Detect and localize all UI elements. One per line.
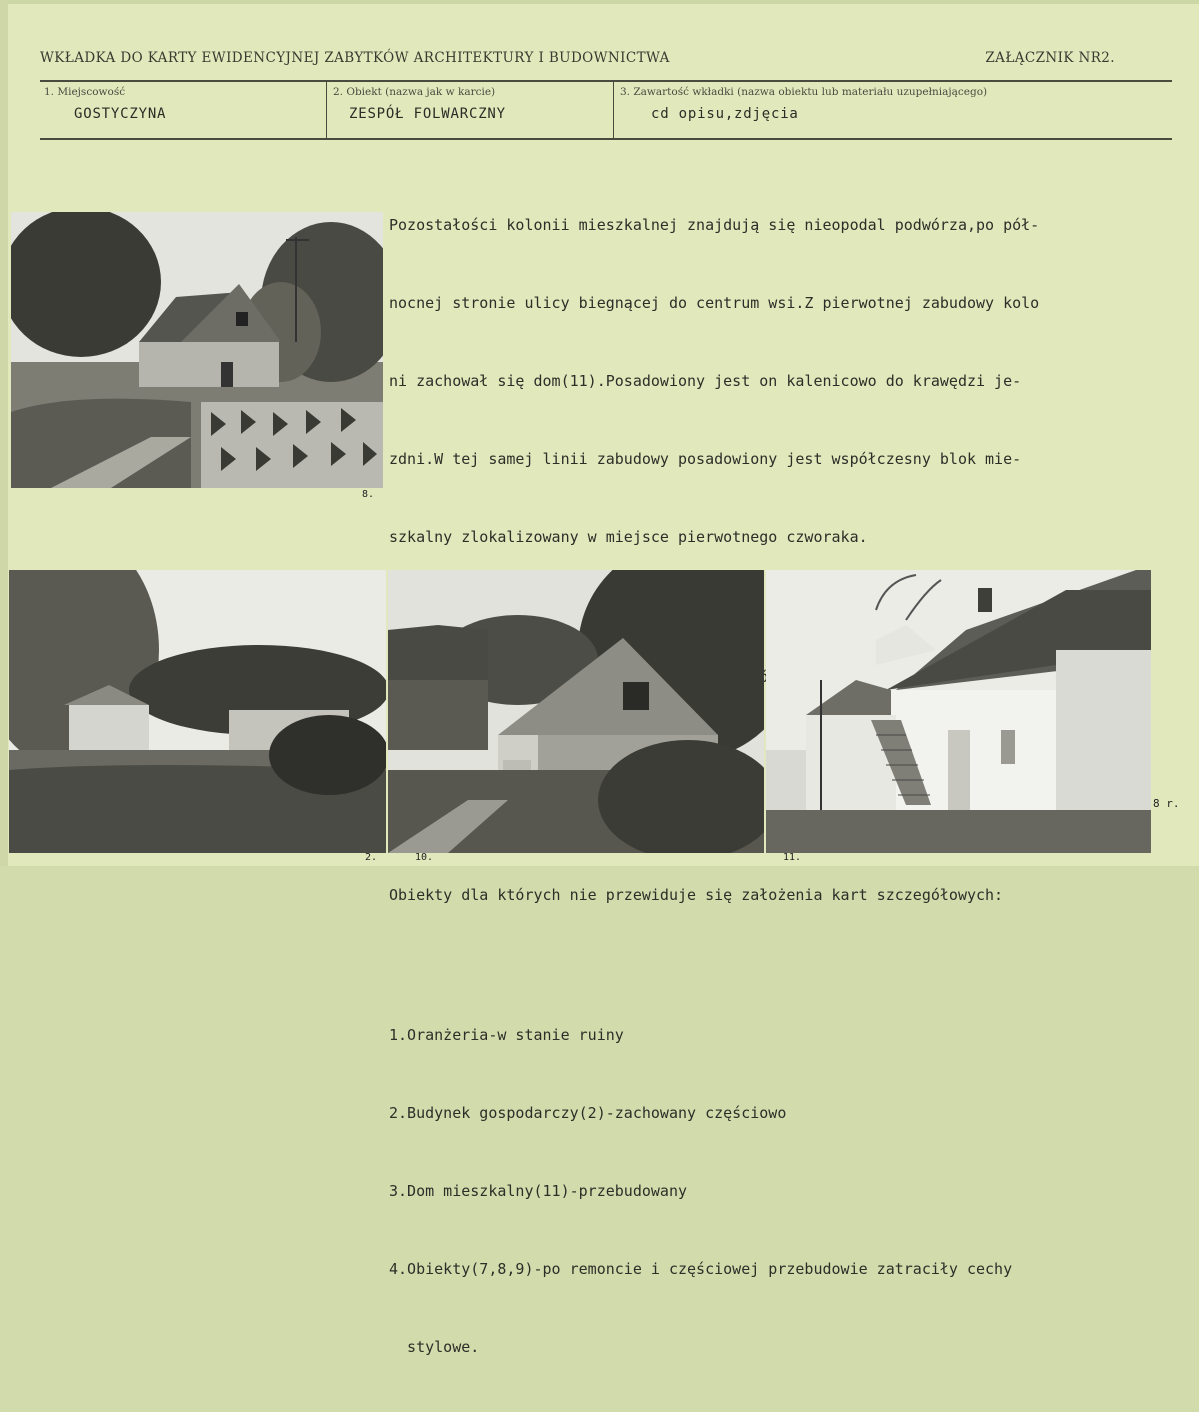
spacer	[389, 960, 1129, 970]
field-locality-label: 1. Miejscowość	[44, 86, 126, 98]
field-object-label: 2. Obiekt (nazwa jak w karcie)	[333, 86, 496, 98]
photo-number-label: 10.	[415, 852, 434, 863]
field-separator	[613, 82, 614, 138]
text-line: ni zachował się dom(11).Posadowiony jest on kalenicowo do krawędzi je-	[389, 372, 1022, 390]
field-contents-label: 3. Zawartość wkładki (nazwa obiektu lub materiału uzupełniającego)	[620, 86, 988, 98]
text-line: Pozostałości kolonii mieszkalnej znajdują się nieopodal podwórza,po pół-	[389, 216, 1040, 234]
attachment-number: ZAŁĄCZNIK NR2.	[985, 50, 1115, 66]
text-line: szkalny zlokalizowany w miejsce pierwotnego czworaka.	[389, 528, 868, 546]
text-line: zdni.W tej samej linii zabudowy posadowiony jest współczesny blok mie-	[389, 450, 1022, 468]
margin-note: 8 r.	[1153, 797, 1180, 810]
photo-number-label: 8.	[362, 489, 375, 500]
photo-number-label: 11.	[783, 852, 802, 863]
header-rule-top	[40, 80, 1172, 82]
photo-house-11	[766, 570, 1151, 853]
photo-number-label: 2.	[365, 852, 378, 863]
text-line: nocnej stronie ulicy biegnącej do centrum wsi.Z pierwotnej zabudowy kolo	[389, 294, 1040, 312]
no-cards-heading: Obiekty dla których nie przewiduje się założenia kart szczegółowych:	[389, 886, 1004, 904]
page-edge-left	[0, 0, 8, 866]
photo-ruin-10	[388, 570, 764, 853]
photo-house-8	[11, 212, 383, 488]
header-rule-bottom	[40, 138, 1172, 140]
no-card-item: 1.Oranżeria-w stanie ruiny	[389, 1026, 624, 1044]
field-object-value: ZESPÓŁ FOLWARCZNY	[349, 106, 506, 122]
no-card-item: 4.Obiekty(7,8,9)-po remoncie i częściowej przebudowie zatraciły cechy	[389, 1260, 1013, 1278]
no-card-item: 3.Dom mieszkalny(11)-przebudowany	[389, 1182, 688, 1200]
no-card-item: 2.Budynek gospodarczy(2)-zachowany częściowo	[389, 1104, 787, 1122]
photo-field-2	[9, 570, 386, 853]
field-locality-value: GOSTYCZYNA	[74, 106, 167, 122]
field-contents-value: cd opisu,zdjęcia	[651, 106, 799, 122]
form-title: WKŁADKA DO KARTY EWIDENCYJNEJ ZABYTKÓW ARCHITEKTURY I BUDOWNICTWA	[40, 50, 670, 66]
no-card-item: stylowe.	[389, 1338, 480, 1356]
page-edge-top	[0, 0, 1199, 4]
field-separator	[326, 82, 327, 138]
